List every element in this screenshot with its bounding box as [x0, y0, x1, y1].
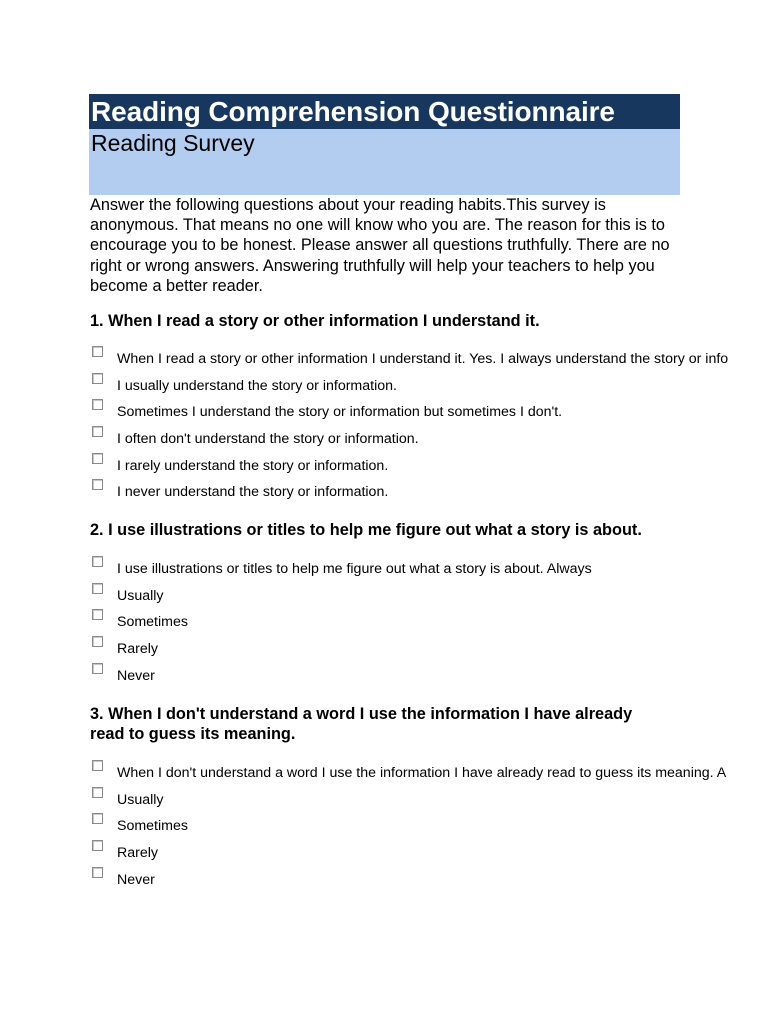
option-label: Usually [117, 791, 164, 808]
option-label: Sometimes I understand the story or information but sometimes I don't. [117, 404, 563, 421]
option-label: Usually [117, 587, 164, 604]
option[interactable] [90, 787, 768, 814]
intro-paragraph: Answer the following questions about your reading habits.This survey is anonymous. That means no one will know who you are. The reason for this is to encourage you to be honest. Please answer all questions truthfully. There are no right or wrong answers. Answering truthfully will help your teachers to help you become a better reader. [90, 196, 670, 295]
question-1: 1. When I read a story or other information I understand it. [90, 312, 540, 330]
question-2-options [90, 556, 768, 689]
option[interactable] [90, 867, 768, 894]
checkbox[interactable] [92, 813, 103, 824]
checkbox[interactable] [92, 609, 103, 620]
survey-header [89, 94, 680, 195]
option[interactable] [90, 399, 768, 426]
option[interactable] [90, 636, 768, 663]
option[interactable] [90, 813, 768, 840]
option-label: I use illustrations or titles to help me figure out what a story is about. Always [117, 561, 592, 577]
question-2: 2. I use illustrations or titles to help me figure out what a story is about. [90, 521, 642, 539]
checkbox[interactable] [92, 867, 103, 878]
option[interactable] [90, 453, 768, 480]
checkbox[interactable] [92, 556, 103, 567]
question-3: 3. When I don't understand a word I use the information I have already read to guess its meaning. [90, 705, 633, 743]
option[interactable] [90, 840, 768, 867]
question-3-options [90, 760, 768, 893]
option[interactable] [90, 373, 768, 400]
option-label: Never [117, 667, 155, 684]
option[interactable] [90, 663, 768, 690]
checkbox[interactable] [92, 453, 103, 464]
option[interactable] [90, 556, 768, 583]
checkbox[interactable] [92, 663, 103, 674]
option-label: I usually understand the story or information. [117, 377, 397, 394]
option-label: When I read a story or other information I understand it. Yes. I always understand the story or info [117, 351, 729, 367]
checkbox[interactable] [92, 583, 103, 594]
option-label: When I don't understand a word I use the information I have already read to guess its meaning. A [117, 765, 727, 781]
checkbox[interactable] [92, 636, 103, 647]
page-title: Reading Comprehension Questionnaire [91, 95, 615, 127]
option[interactable] [90, 479, 768, 506]
option[interactable] [90, 609, 768, 636]
option-label: I often don't understand the story or information. [117, 431, 419, 448]
option-label: Rarely [117, 845, 158, 862]
option-label: I rarely understand the story or information. [117, 457, 389, 474]
option-label: Sometimes [117, 818, 188, 835]
option-label: Never [117, 871, 155, 888]
title-bar [89, 94, 680, 129]
option[interactable] [90, 426, 768, 453]
option[interactable] [90, 583, 768, 610]
checkbox[interactable] [92, 840, 103, 851]
question-1-options [90, 346, 768, 506]
checkbox[interactable] [92, 399, 103, 410]
option[interactable] [90, 760, 768, 787]
checkbox[interactable] [92, 787, 103, 798]
checkbox[interactable] [92, 373, 103, 384]
page-subtitle: Reading Survey [91, 130, 255, 156]
checkbox[interactable] [92, 346, 103, 357]
option-label: I never understand the story or information. [117, 484, 389, 501]
checkbox[interactable] [92, 760, 103, 771]
subtitle-bar [89, 129, 680, 195]
checkbox[interactable] [92, 426, 103, 437]
checkbox[interactable] [92, 479, 103, 490]
option[interactable] [90, 346, 768, 373]
option-label: Sometimes [117, 614, 188, 631]
option-label: Rarely [117, 641, 158, 658]
